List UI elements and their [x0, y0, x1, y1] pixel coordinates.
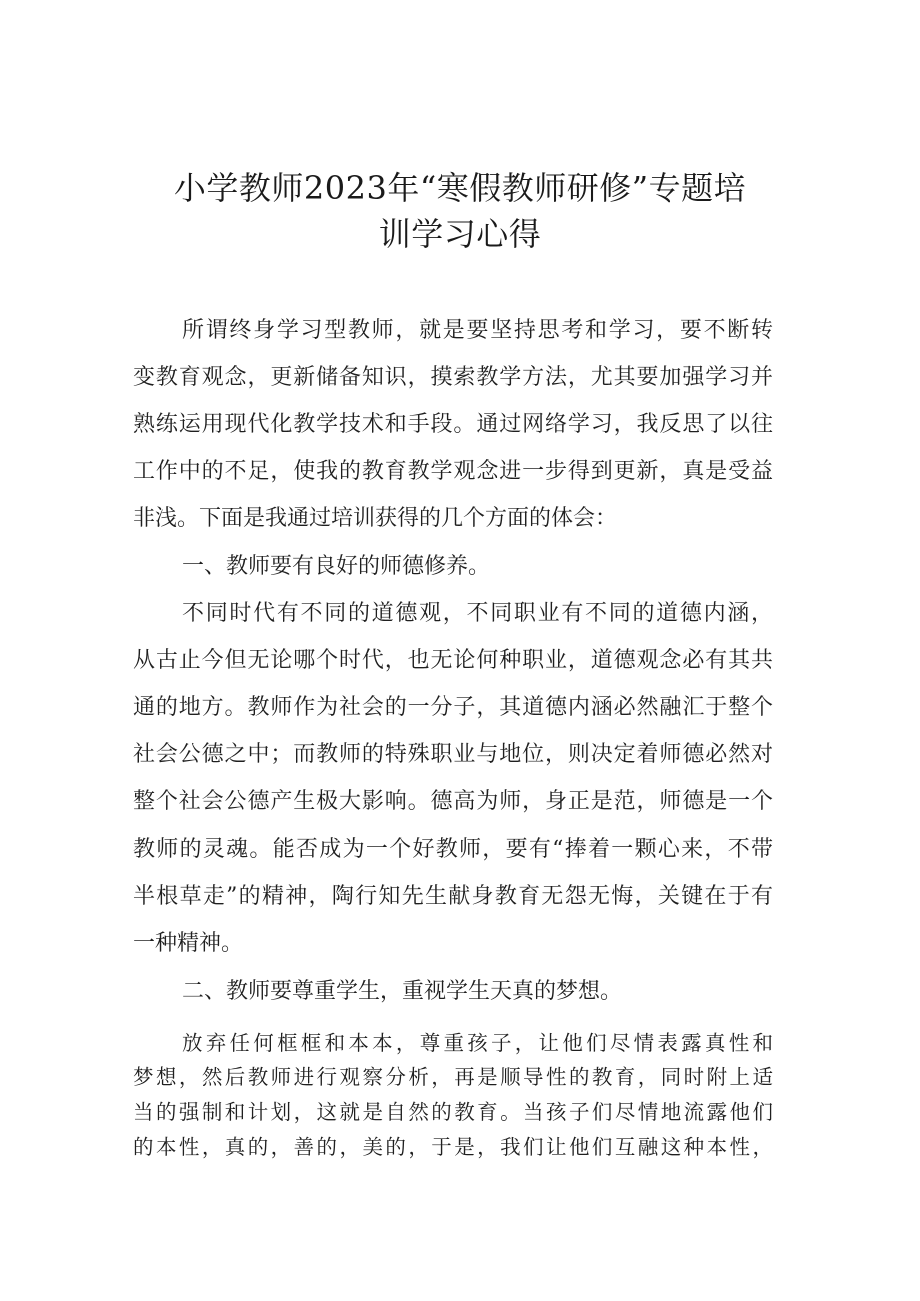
paragraph-line: 梦想，然后教师进行观察分析，再是顺导性的教育，同时附上适 — [133, 1065, 773, 1089]
paragraph-line: 熟练运用现代化教学技术和手段。通过网络学习，我反思了以往 — [133, 412, 773, 437]
paragraph-line: 社会公德之中；而教师的特殊职业与地位，则决定着师德必然对 — [133, 742, 773, 767]
paragraph-line: 当的强制和计划，这就是自然的教育。当孩子们尽情地流露他们 — [133, 1100, 773, 1124]
paragraph-line: 一种精神。 — [133, 931, 244, 956]
paragraph-line: 所谓终身学习型教师，就是要坚持思考和学习，要不断转 — [182, 318, 773, 343]
paragraph-line: 不同时代有不同的道德观，不同职业有不同的道德内涵， — [182, 601, 773, 626]
paragraph-line: 教师的灵魂。能否成为一个好教师，要有“捧着一颗心来，不带 — [133, 837, 773, 862]
paragraph-line: 放弃任何框框和本本，尊重孩子，让他们尽情表露真性和 — [182, 1031, 773, 1055]
paragraph-line: 从古止今但无论哪个时代，也无论何种职业，道德观念必有其共 — [133, 648, 773, 673]
paragraph-line: 半根草走”的精神，陶行知先生献身教育无怨无悔，关键在于有 — [133, 884, 773, 909]
paragraph-line: 整个社会公德产生极大影响。德高为师，身正是范，师德是一个 — [133, 789, 773, 814]
paragraph-line: 非浅。下面是我通过培训获得的几个方面的体会： — [133, 506, 618, 531]
paragraph-line: 工作中的不足，使我的教育教学观念进一步得到更新，真是受益 — [133, 459, 773, 484]
document-title-line-2: 训学习心得 — [378, 215, 542, 253]
paragraph-line: 变教育观念，更新储备知识，摸索教学方法，尤其要加强学习并 — [133, 365, 773, 390]
paragraph-line: 的本性，真的，善的，美的，于是，我们让他们互融这种本性， — [133, 1135, 773, 1159]
document-title-line-1: 小学教师2023年“寒假教师研修”专题培 — [173, 169, 747, 207]
section-heading-1: 一、教师要有良好的师德修养。 — [182, 554, 491, 579]
section-heading-2: 二、教师要尊重学生，重视学生天真的梦想。 — [182, 979, 623, 1004]
paragraph-line: 通的地方。教师作为社会的一分子，其道德内涵必然融汇于整个 — [133, 695, 773, 720]
